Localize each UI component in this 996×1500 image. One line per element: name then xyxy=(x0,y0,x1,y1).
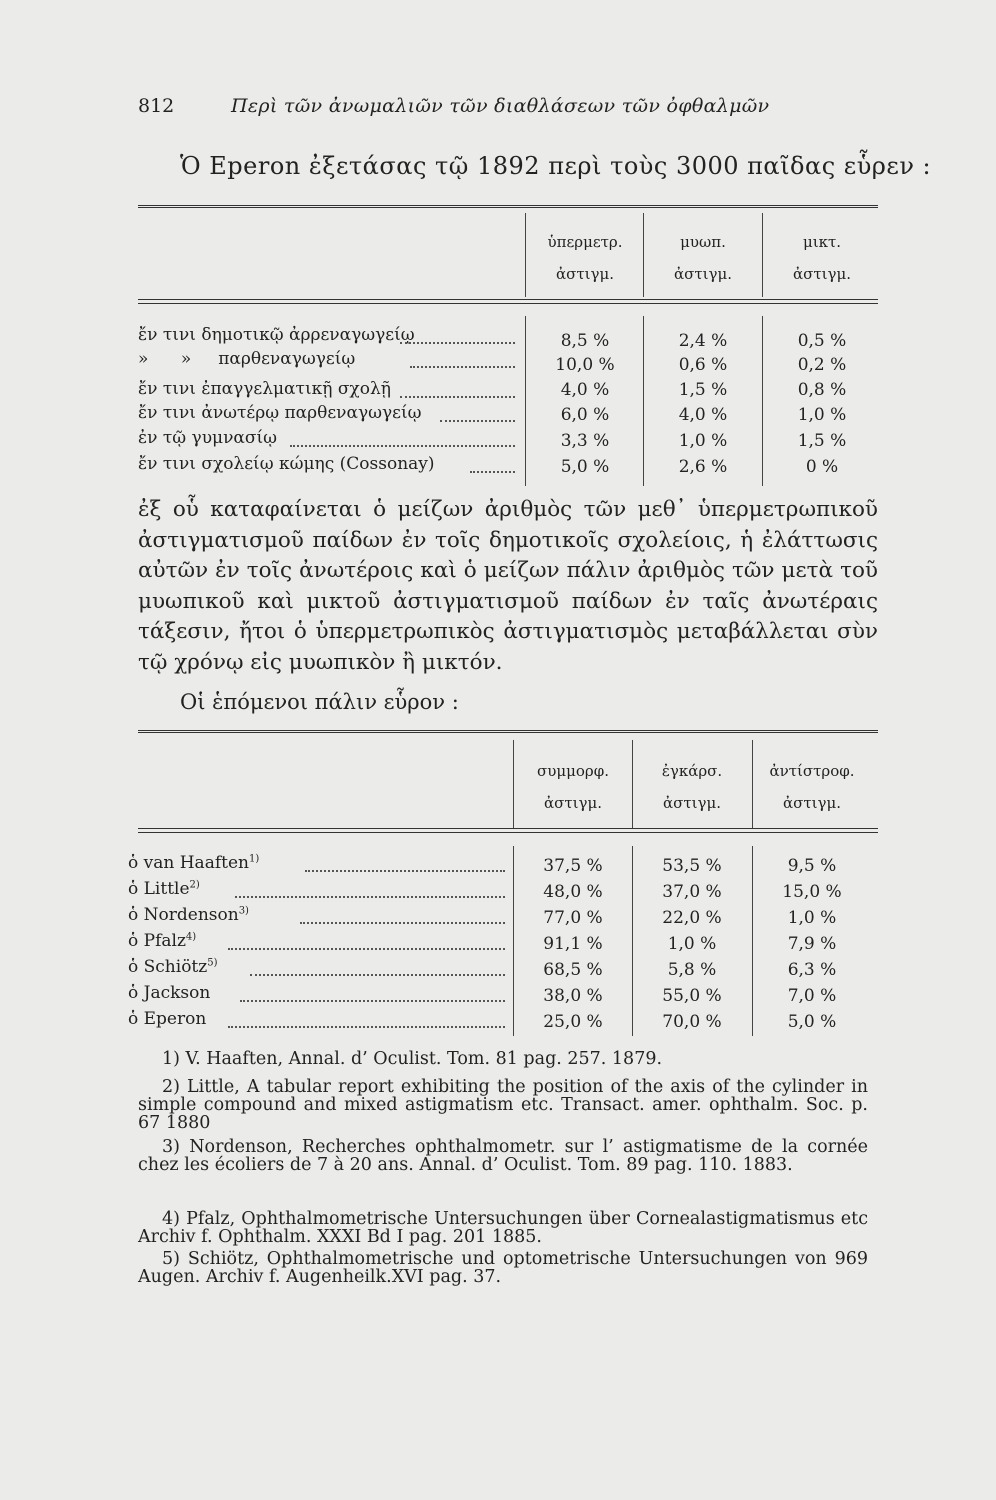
table-2-col-header xyxy=(514,755,632,819)
table-1-col-header xyxy=(644,226,762,290)
row-label-text: ὁ Jackson xyxy=(128,983,211,1003)
row-value: 22,0 % xyxy=(662,908,722,928)
running-title: Περὶ τῶν ἀνωμαλιῶν τῶν διαθλάσεων τῶν ὀφθαλμῶν xyxy=(231,95,770,117)
col-header-line: μικτ. xyxy=(802,233,842,251)
row-value: 37,0 % xyxy=(662,882,722,902)
row-label xyxy=(128,931,196,951)
row-label xyxy=(128,1009,206,1029)
row-value: 5,0 % xyxy=(787,1012,837,1032)
footnote-ref: 5) xyxy=(207,957,218,969)
row-value: 6,0 % xyxy=(560,405,610,425)
intro-line: Ὁ Eperon ἐξετάσας τῷ 1892 περὶ τοὺς 3000 παῖδας εὗρεν : xyxy=(180,152,932,180)
row-value: 2,6 % xyxy=(678,457,728,477)
row-value: 2,4 % xyxy=(678,331,728,351)
footnote-text: 1) V. Haaften, Annal. d’ Oculist. Tom. 81 pag. 257. 1879. xyxy=(162,1049,663,1069)
dot-leader xyxy=(228,1026,505,1028)
footnote-ref: 4) xyxy=(185,931,197,943)
table-2-header-rule xyxy=(138,832,878,833)
row-label xyxy=(128,983,210,1003)
dot-leader xyxy=(235,896,505,898)
row-value: 8,5 % xyxy=(560,331,610,351)
row-value: 0,2 % xyxy=(797,355,847,375)
table-2-header-rule xyxy=(138,828,878,829)
col-header-line: ἀστιγμ. xyxy=(792,265,852,283)
row-value: 1,0 % xyxy=(797,405,847,425)
row-value: 5,0 % xyxy=(560,457,610,477)
row-value: 25,0 % xyxy=(543,1012,603,1032)
row-label xyxy=(128,853,259,873)
row-value: 55,0 % xyxy=(662,986,722,1006)
row-label xyxy=(128,905,249,925)
table-2-col-header xyxy=(753,755,871,819)
col-header-line: ἀστιγμ. xyxy=(782,794,842,812)
dot-leader xyxy=(250,974,505,976)
footnote xyxy=(138,1210,868,1246)
col-header-line: ἀστιγμ. xyxy=(662,794,722,812)
row-value: 0,6 % xyxy=(678,355,728,375)
row-value: 48,0 % xyxy=(543,882,603,902)
running-head xyxy=(138,95,878,125)
row-value: 53,5 % xyxy=(662,856,722,876)
row-label: ἔν τινι δημοτικῷ ἀρρεναγωγείῳ xyxy=(138,325,415,345)
row-value: 9,5 % xyxy=(787,856,837,876)
row-value: 1,5 % xyxy=(797,431,847,451)
col-header-line: ὑπερμετρ. xyxy=(547,233,623,251)
row-label-text: ὁ Schiötz xyxy=(128,957,208,977)
row-value: 6,3 % xyxy=(787,960,837,980)
table-1-col-header xyxy=(526,226,644,290)
dot-leader xyxy=(290,445,515,447)
dot-leader xyxy=(470,471,515,473)
dot-leader xyxy=(440,420,515,422)
row-label xyxy=(128,879,200,899)
row-label-text: ὁ Little xyxy=(128,879,190,899)
row-value: 5,8 % xyxy=(667,960,717,980)
col-header-line: ἀντίστροφ. xyxy=(769,762,855,780)
row-value: 1,5 % xyxy=(678,380,728,400)
row-label: » » παρθεναγωγείῳ xyxy=(138,349,356,369)
dot-leader xyxy=(228,948,505,950)
table-1-header-rule xyxy=(138,299,878,300)
row-value: 1,0 % xyxy=(667,934,717,954)
row-value: 4,0 % xyxy=(678,405,728,425)
row-value: 15,0 % xyxy=(782,882,842,902)
row-value: 0,8 % xyxy=(797,380,847,400)
row-value: 0,5 % xyxy=(797,331,847,351)
row-value: 70,0 % xyxy=(662,1012,722,1032)
col-header-line: συμμορφ. xyxy=(537,762,609,780)
footnote-text: 3) Nordenson, Recherches ophthalmometr. sur l’ astigmatisme de la cornée chez les écoliers de 7 à 20 ans. Annal. d’ Oculist. Tom. 89 pag. 110. 1883. xyxy=(138,1137,868,1175)
dot-leader xyxy=(400,396,515,398)
footnote-text: 5) Schiötz, Ophthalmometrische und optometrische Untersuchungen von 969 Augen. Archiv f. Augenheilk.XVI pag. 37. xyxy=(138,1249,868,1287)
dot-leader xyxy=(240,1000,505,1002)
row-value: 68,5 % xyxy=(543,960,603,980)
footnote xyxy=(138,1250,868,1286)
footnote xyxy=(138,1138,868,1174)
row-label xyxy=(128,957,217,977)
body-paragraph: ἐξ οὗ καταφαίνεται ὁ μείζων ἀριθμὸς τῶν μεθ᾽ ὑπερμετρωπικοῦ ἀστιγματισμοῦ παίδων ἐν τοῖς δημοτικοῖς σχολείοις, ἡ ἐλάττωσις αὐτῶν ἐν τοῖς ἀνωτέροις καὶ ὁ μείζων πάλιν ἀριθμὸς τῶν μετὰ τοῦ μυωπικοῦ καὶ μικτοῦ ἀστιγματισμοῦ παίδων ἐν ταῖς ἀνωτέραις τάξεσιν, ἤτοι ὁ ὑπερμετρωπικὸς ἀστιγματισμὸς μεταβάλλεται σὺν τῷ χρόνῳ εἰς μυωπικὸν ἢ μικτόν. xyxy=(138,497,878,675)
row-label-text: ὁ Pfalz xyxy=(128,931,186,951)
col-header-line: ἀστιγμ. xyxy=(543,794,603,812)
col-header-line: ἐγκάρσ. xyxy=(661,762,723,780)
footnote-ref: 2) xyxy=(189,879,200,891)
footnote-text: 2) Little, A tabular report exhibiting the position of the axis of the cylinder in simple compound and mixed astigmatism etc. Transact. amer. ophthalm. Soc. p. 67 1880 xyxy=(138,1077,868,1133)
table-1-header-rule xyxy=(138,303,878,304)
dot-leader xyxy=(400,342,515,344)
row-label-text: ὁ Nordenson xyxy=(128,905,239,925)
row-value: 1,0 % xyxy=(787,908,837,928)
row-label-text: ὁ van Haaften xyxy=(128,853,249,873)
row-value: 7,0 % xyxy=(787,986,837,1006)
col-header-line: μυωπ. xyxy=(680,233,726,251)
row-value: 3,3 % xyxy=(560,431,610,451)
page-number: 812 xyxy=(138,95,175,117)
row-value: 77,0 % xyxy=(543,908,603,928)
row-value: 91,1 % xyxy=(543,934,603,954)
row-value: 0 % xyxy=(805,457,839,477)
row-label: ἔν τινι ἀνωτέρῳ παρθεναγωγείῳ xyxy=(138,403,422,423)
table-2-col-header xyxy=(633,755,751,819)
footnote-ref: 1) xyxy=(248,853,260,865)
table-1-col-header xyxy=(763,226,881,290)
row-label: ἔν τινι σχολείῳ κώμης (Cossonay) xyxy=(138,454,435,474)
dot-leader xyxy=(300,922,505,924)
dot-leader xyxy=(410,366,515,368)
row-label: ἐν τῷ γυμνασίῳ xyxy=(138,428,278,448)
col-header-line: ἀστιγμ. xyxy=(673,265,733,283)
col-header-line: ἀστιγμ. xyxy=(555,265,615,283)
row-value: 7,9 % xyxy=(787,934,837,954)
footnote xyxy=(138,1078,868,1132)
footnote-ref: 3) xyxy=(238,905,249,917)
row-value: 4,0 % xyxy=(560,380,610,400)
row-label-text: ὁ Eperon xyxy=(128,1009,207,1029)
table-2-top-rule xyxy=(138,730,878,733)
row-label: ἔν τινι ἐπαγγελματικῇ σχολῇ xyxy=(138,379,391,399)
table-1-top-rule xyxy=(138,205,878,208)
subintro-line: Οἱ ἑπόμενοι πάλιν εὗρον : xyxy=(180,690,459,714)
row-value: 1,0 % xyxy=(678,431,728,451)
footnote-text: 4) Pfalz, Ophthalmometrische Untersuchungen über Cornealastigmatismus etc Archiv f. Ophthalm. XXXI Bd I pag. 201 1885. xyxy=(138,1209,868,1247)
footnote xyxy=(138,1050,868,1068)
dot-leader xyxy=(305,870,505,872)
row-value: 37,5 % xyxy=(543,856,603,876)
row-value: 10,0 % xyxy=(555,355,615,375)
row-value: 38,0 % xyxy=(543,986,603,1006)
